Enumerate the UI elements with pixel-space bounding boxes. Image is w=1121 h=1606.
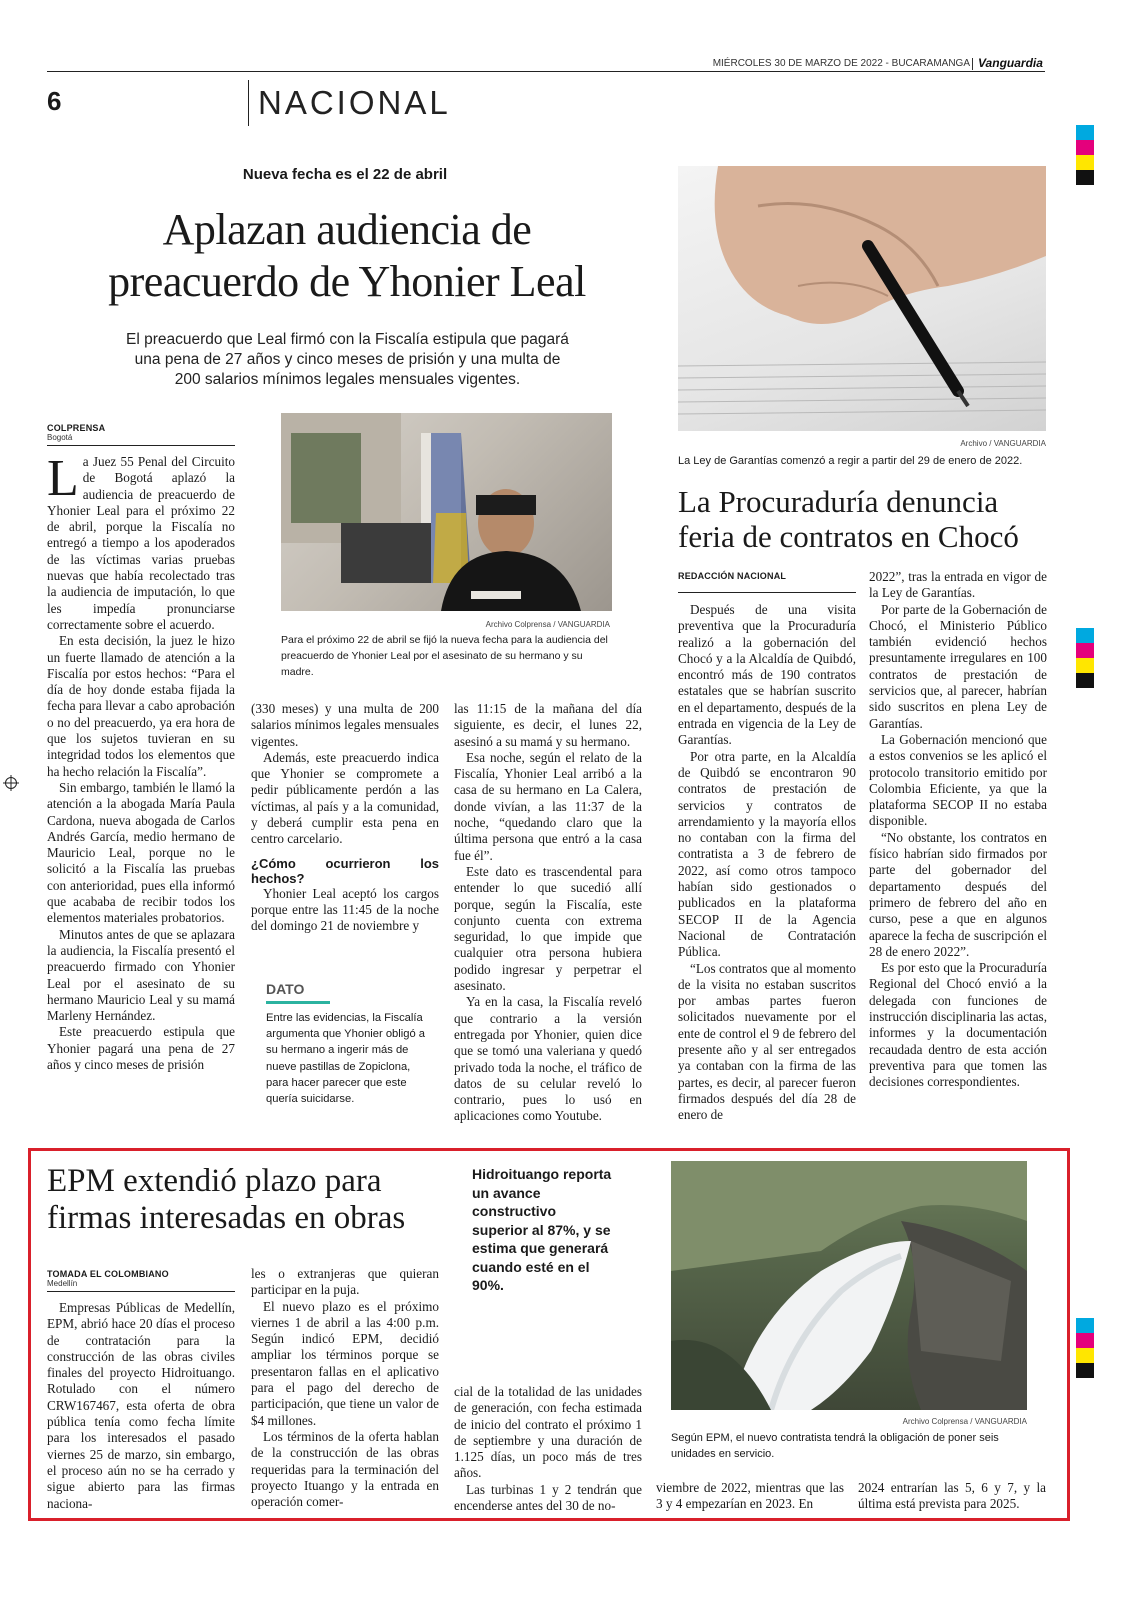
black-swatch — [1076, 1363, 1094, 1378]
bottom-byline-rule — [47, 1291, 235, 1292]
dato-label: DATO — [266, 981, 305, 997]
page-number: 6 — [47, 86, 62, 116]
pen-photo-caption: La Ley de Garantías comenzó a regir a partir del 29 de enero de 2022. — [678, 455, 1023, 467]
black-swatch — [1076, 170, 1094, 185]
bottom-byline-place: Medellín — [47, 1279, 78, 1288]
paragraph: En esta decisión, la juez le hizo un fuerte llamado de atención a la Fiscalía por estos hechos: “Para el día de hoy donde estaba fijada la fecha para llevar a cabo aprobación o no del preacuerdo, ya era hora de que los sujetos tuvieran en su integridad todos los elementos que ha hecho relación la Fiscalía”. — [47, 633, 235, 779]
paragraph: Empresas Públicas de Medellín, EPM, abrió hace 20 días el proceso de contratación para la construcción de las obras civiles finales del proyecto Hidroituango. Rotulado con el número CRW167467, esta oferta de obra pública tenía como fecha límite para los interesados el pasado viernes 25 de marzo, sin embargo, el proceso aún no se ha cerrado y sigue abierto para las firmas naciona- — [47, 1300, 235, 1511]
main-byline-block — [47, 423, 235, 446]
header-rule — [47, 71, 1045, 72]
byline-rule — [47, 445, 235, 446]
paragraph: Las turbinas 1 y 2 tendrán que encenderse antes del 30 de no- — [454, 1481, 642, 1514]
main-headline-line-2: preacuerdo de Yhonier Leal — [108, 257, 586, 306]
paragraph: La Gobernación mencionó que a estos convenios se les aplicó el protocolo transitorio emitido por Colombia Eficiente, ya que la plataforma SECOP II no estaba disponible. — [869, 731, 1047, 829]
side-byline-block — [678, 571, 856, 593]
cyan-swatch — [1076, 628, 1094, 643]
magenta-swatch — [1076, 643, 1094, 658]
main-column-3 — [454, 701, 642, 1125]
bottom-byline: TOMADA EL COLOMBIANO — [47, 1269, 169, 1279]
paragraph: 2024 entrarían las 5, 6 y 7, y la última está prevista para 2025. — [858, 1480, 1046, 1512]
dropcap: L — [47, 450, 79, 507]
bottom-column-4 — [656, 1480, 844, 1513]
registration-bar-middle — [1076, 628, 1094, 688]
dato-box — [266, 981, 426, 1107]
bottom-column-3 — [454, 1384, 642, 1514]
paragraph: Ya en la casa, la Fiscalía reveló que contrario a la versión entregada por Yhonier, quien dice que se tomó una valeriana y quedó privado toda la noche, el tráfico de datos de su celular reveló lo contrario, pues lo usó en aplicaciones como Youtube. — [454, 994, 642, 1124]
photo-credit: Archivo Colprensa / VANGUARDIA — [485, 620, 610, 629]
paragraph: Este preacuerdo estipula que Yhonier pagará una pena de 27 años y cinco meses de prisión — [47, 1024, 235, 1072]
dam-photo-caption: Según EPM, el nuevo contratista tendrá la obligación de poner seis unidades en servicio. — [671, 1432, 999, 1460]
paragraph: (330 meses) y una multa de 200 salarios mínimos legales mensuales vigentes. — [251, 701, 439, 749]
paragraph: Yhonier Leal aceptó los cargos porque entre las 11:45 de la noche del domingo 21 de noviembre y — [251, 885, 439, 934]
dam-photo — [671, 1161, 1027, 1410]
photo-caption: Para el próximo 22 de abril se fijó la nueva fecha para la audiencia del preacuerdo de Yhonier Leal por el asesinato de su hermano y su madre. — [281, 634, 608, 678]
bottom-column-5 — [858, 1480, 1046, 1513]
dateline: MIÉRCOLES 30 DE MARZO DE 2022 - BUCARAMANGA — [712, 58, 970, 69]
yellow-swatch — [1076, 658, 1094, 673]
main-headline — [47, 204, 647, 308]
byline-place: Bogotá — [47, 433, 73, 442]
registration-mark-icon — [3, 775, 19, 791]
dato-text: Entre las evidencias, la Fiscalía argumenta que Yhonier obligó a su hermano a ingerir más de nueve pastillas de Zopiclona, para hacer parecer que este quería suicidarse. — [266, 1012, 426, 1106]
side-headline-line-1: La Procuraduría denuncia — [678, 484, 999, 519]
paragraph: Minutos antes de que se aplazara la audiencia, la Fiscalía presentó el preacuerdo firmado con Yhonier Leal por el asesinato de su hermano Mauricio Leal y su mamá Marleny Hernández. — [47, 926, 235, 1024]
bottom-byline-block — [47, 1269, 235, 1292]
yellow-swatch — [1076, 1348, 1094, 1363]
paragraph: cial de la totalidad de las unidades de generación, con fecha estimada de inicio del contrato el próximo 1 de septiembre y una duración de 1.125 días, un poco más de tres años. — [454, 1384, 642, 1481]
bottom-headline-line-1: EPM extendió plazo para — [47, 1163, 382, 1199]
paragraph: viembre de 2022, mientras que las 3 y 4 empezarían en 2023. En — [656, 1480, 844, 1512]
first-paragraph — [47, 450, 235, 633]
main-column-2 — [251, 701, 439, 935]
cyan-swatch — [1076, 125, 1094, 140]
first-paragraph-text: a Juez 55 Penal del Circuito de Bogotá aplazó la audiencia de preacuerdo de Yhonier Leal para el próximo 22 de abril, porque la Fiscalía no entregó a tiempo a los apoderados de las víctimas varias pruebas nuevas que había recolectado tras la audiencia de imputación, lo que les impedía pronunciarse correctamente sobre el acuerdo. — [47, 454, 235, 632]
main-dek-line-2: una pena de 27 años y cinco meses de prisión y una multa de — [134, 351, 561, 368]
paragraph: Esa noche, según el relato de la Fiscalía, Yhonier Leal arribó a la casa de su hermano en La Calera, donde vivían, a las 11:37 de la noche, “quedando claro que la última persona que entró a la casa fue él”. — [454, 749, 642, 863]
side-headline — [678, 484, 1058, 554]
magenta-swatch — [1076, 1333, 1094, 1348]
bottom-column-1 — [47, 1300, 235, 1512]
bottom-column-2 — [251, 1266, 439, 1510]
dato-accent-rule — [266, 1001, 330, 1004]
paragraph: las 11:15 de la mañana del día siguiente, es decir, el lunes 22, asesinó a su mamá y su hermano. — [454, 701, 642, 749]
paragraph: les o extranjeras que quieran participar en la puja. — [251, 1266, 439, 1298]
dam-photo-credit: Archivo Colprensa / VANGUARDIA — [902, 1417, 1027, 1426]
paragraph: Después de una visita preventiva que la Procuraduría realizó a la gobernación del Chocó y a la Alcaldía de Quibdó, encontró más de 190 contratos estatales que se habrían suscrito en el departamento, después de la entrada en vigencia de la Ley de Garantías. — [678, 602, 856, 748]
paragraph: Por parte de la Gobernación de Chocó, el Ministerio Público también evidenció hechos presuntamente irregulares en 100 contratos de prestación de servicios que, al parecer, habrían sido suscritos en plena Ley de Garantías. — [869, 601, 1047, 731]
pen-photo-credit: Archivo / VANGUARDIA — [960, 439, 1046, 448]
registration-bar-bottom — [1076, 1318, 1094, 1378]
paragraph: Los términos de la oferta hablan de la construcción de las obras requeridas para la terminación del proyecto Ituango y la entrada en operación comer- — [251, 1428, 439, 1510]
paragraph: Además, este preacuerdo indica que Yhonier se compromete a pedir públicamente perdón a las víctimas, al país y a la comunidad, y deberá cumplir esta pena en centro carcelario. — [251, 749, 439, 847]
paragraph: Este dato es trascendental para entender lo que sucedió allí porque, según la Fiscalía, este conjunto cuenta con extrema seguridad, lo que impide que cualquier otra persona hubiera podido ingresar y perpetrar el asesinato. — [454, 863, 642, 994]
bottom-headline-line-2: firmas interesadas en obras — [47, 1200, 406, 1236]
side-column-1 — [678, 602, 856, 1124]
subhead: ¿Cómo ocurrieron los hechos? — [251, 855, 439, 886]
section-divider — [248, 80, 249, 126]
main-dek-line-1: El preacuerdo que Leal firmó con la Fiscalía estipula que pagará — [126, 331, 569, 348]
paragraph: Es por esto que la Procuraduría Regional del Chocó envió a la delegada con funciones de instrucción disciplinaria las actas, informes y la documentación recaudada dentro de esta acción preventiva para que tomen las decisiones correspondientes. — [869, 960, 1047, 1090]
side-column-2 — [869, 569, 1047, 1091]
paragraph: “Los contratos que al momento de la visita no estaban suscritos por ambas partes fueron solicitados nuevamente por el ente de control el 9 de febrero del presente año y al ser entregados ya contaban con la firma de las partes, es decir, al parecer fueron firmados después del día 28 de enero de — [678, 960, 856, 1123]
pen-photo — [678, 166, 1046, 431]
side-byline-rule — [678, 592, 856, 593]
main-dek-line-3: 200 salarios mínimos legales mensuales vigentes. — [174, 371, 521, 388]
paragraph: 2022”, tras la entrada en vigor de la Ley de Garantías. — [869, 569, 1047, 601]
main-column-1 — [47, 450, 235, 1073]
section-title: NACIONAL — [258, 84, 451, 121]
main-headline-line-1: Aplazan audiencia de — [162, 205, 532, 254]
magenta-swatch — [1076, 140, 1094, 155]
black-swatch — [1076, 673, 1094, 688]
paragraph: Sin embargo, también le llamó la atención a la abogada María Paula Cardona, nueva abogada de Carlos Andrés García, medio hermano de Mauricio Leal, porque no le solicitó a la Fiscalía las pruebas con anterioridad, pues ella informó que acababa de recibir todos los elementos materiales probatorios. — [47, 779, 235, 926]
paragraph: “No obstante, los contratos en físico habrían sido firmados por parte del gobernador del departamento después del primero de febrero del año en curso, pese a que en algunos aparece la fecha de suscripción el 28 de enero 2022”. — [869, 829, 1047, 959]
paragraph: Por otra parte, en la Alcaldía de Quibdó se encontraron 90 contratos de prestación de servicios y contratos de arrendamiento y la mayoría ellos no contaban con la firma del contratista a 3 de febrero de 2022, así como otros tampoco habían sido gestionados o publicados en la plataforma SECOP II de la Agencia Nacional de Contratación Pública. — [678, 748, 856, 960]
yellow-swatch — [1076, 155, 1094, 170]
main-dek — [75, 330, 620, 390]
side-byline: REDACCIÓN NACIONAL — [678, 571, 787, 581]
paragraph: El nuevo plazo es el próximo viernes 1 de abril a las 4:00 p.m. Según indicó EPM, decidió ampliar los términos porque se presentaron fallas en el aplicativo para el pago del derecho de participación, que tiene un valor de $4 millones. — [251, 1298, 439, 1428]
dateline-separator — [972, 58, 973, 70]
byline: COLPRENSA — [47, 423, 106, 433]
pullquote: Hidroituango reporta un avance constructivo superior al 87%, y se estima que generará cuando esté en el 90%. — [472, 1166, 612, 1293]
brand-logo: Vanguardia — [978, 56, 1043, 70]
registration-bar-top — [1076, 125, 1094, 185]
bottom-headline — [47, 1163, 457, 1237]
cyan-swatch — [1076, 1318, 1094, 1333]
yhonier-photo — [281, 413, 612, 611]
side-headline-line-2: feria de contratos en Chocó — [678, 519, 1019, 554]
kicker: Nueva fecha es el 22 de abril — [242, 166, 448, 183]
